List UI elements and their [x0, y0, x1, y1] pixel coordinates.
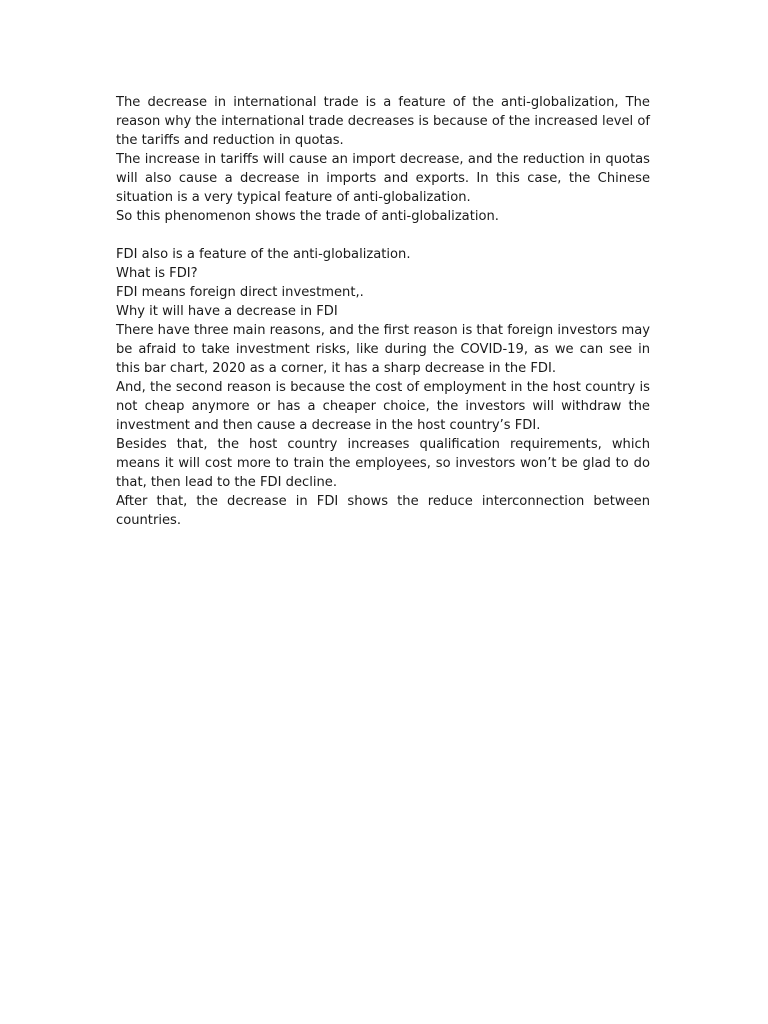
paragraph: FDI means foreign direct investment,.: [116, 285, 364, 300]
paragraph: The increase in tariffs will cause an import decrease, and the reduction in quotas will also cause a decrease in imports and exports. In this case, the Chinese situation is a very typical feature of anti-globalization.: [116, 152, 650, 205]
paragraph: FDI also is a feature of the anti-globalization.: [116, 247, 411, 262]
document-body: [116, 93, 650, 530]
paragraph: Why it will have a decrease in FDI: [116, 304, 338, 319]
paragraph-gap: [116, 226, 650, 245]
paragraph: The decrease in international trade is a feature of the anti-globalization, The reason why the international trade decreases is because of the increased level of the tariffs and reduction in quotas.: [116, 95, 650, 148]
paragraph: There have three main reasons, and the first reason is that foreign investors may be afraid to take investment risks, like during the COVID-19, as we can see in this bar chart, 2020 as a corner, it has a sharp decrease in the FDI.: [116, 323, 650, 376]
paragraph: So this phenomenon shows the trade of anti-globalization.: [116, 209, 499, 224]
paragraph: After that, the decrease in FDI shows the reduce interconnection between countries.: [116, 494, 650, 528]
paragraph: What is FDI?: [116, 266, 198, 281]
paragraph: And, the second reason is because the cost of employment in the host country is not cheap anymore or has a cheaper choice, the investors will withdraw the investment and then cause a decrease in the host country’s FDI.: [116, 380, 650, 433]
paragraph: Besides that, the host country increases qualification requirements, which means it will cost more to train the employees, so investors won’t be glad to do that, then lead to the FDI decline.: [116, 437, 650, 490]
